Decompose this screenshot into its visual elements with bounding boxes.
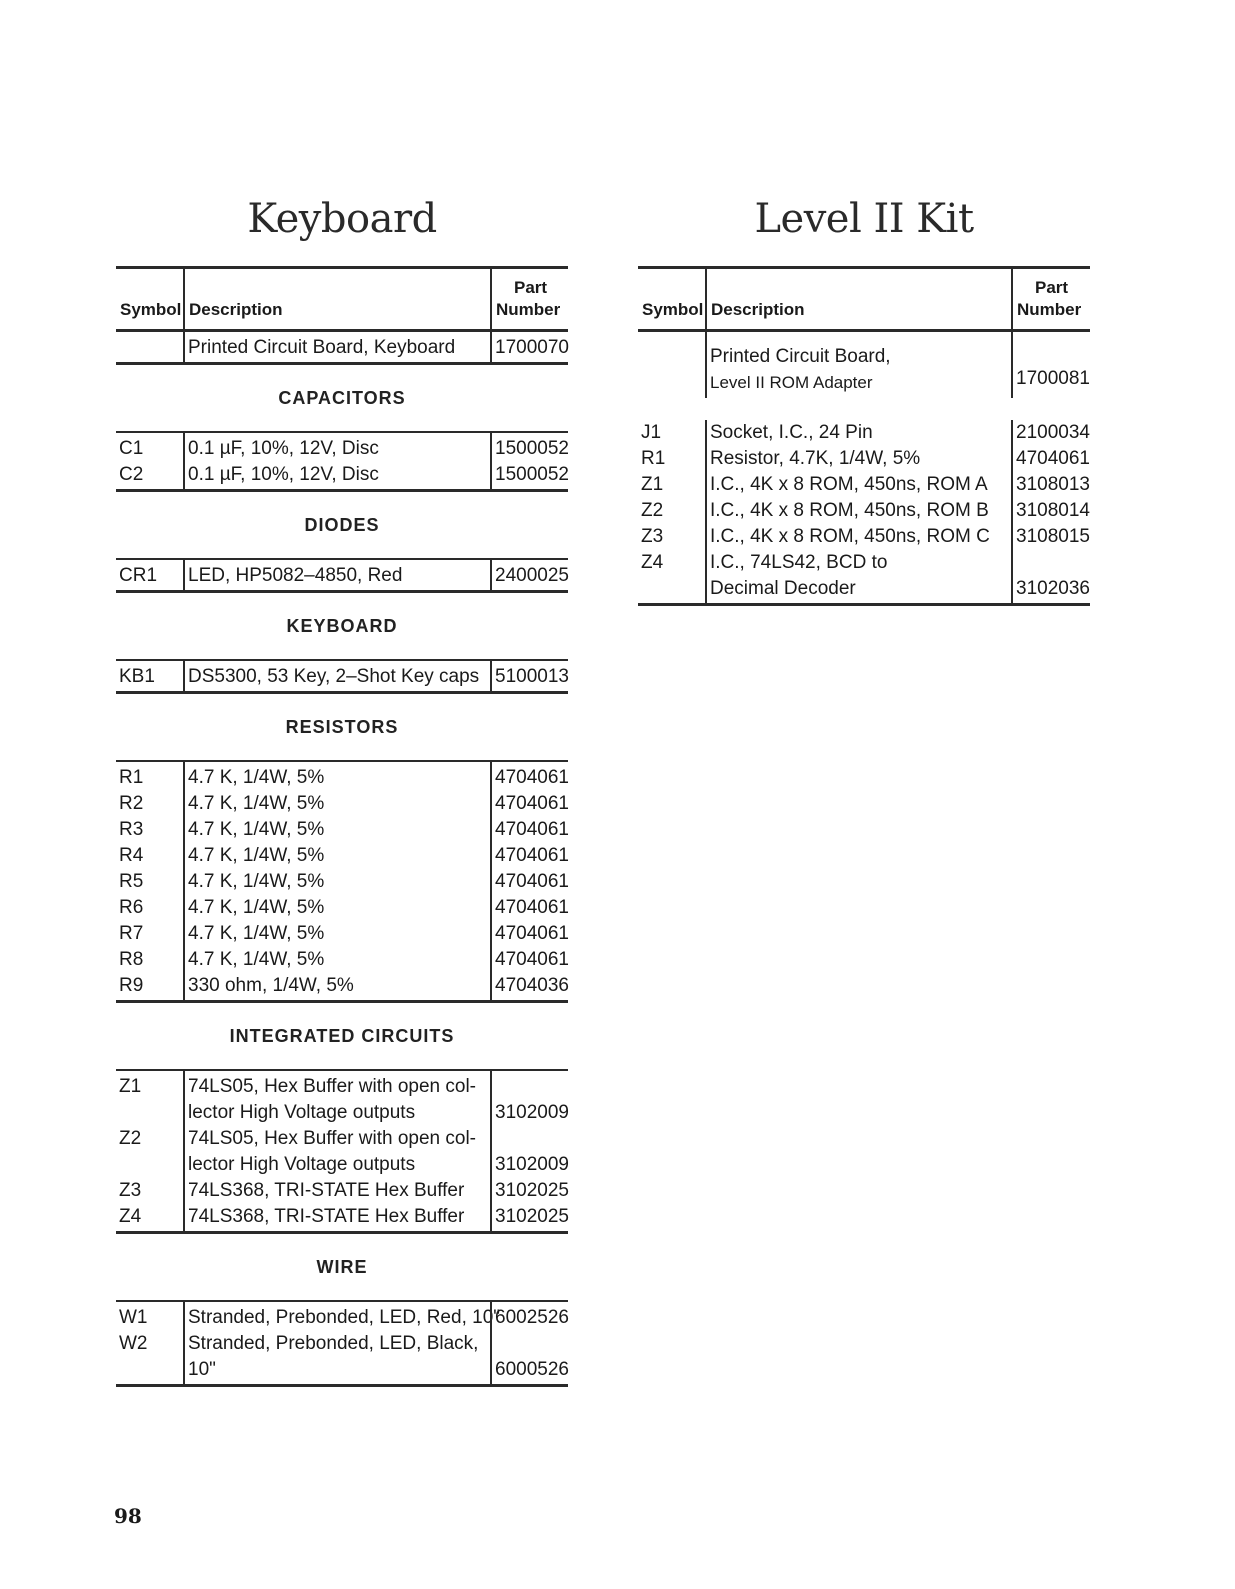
description-cell: Socket, I.C., 24 Pin [705, 420, 1011, 446]
part-number-header: Part Number [1011, 269, 1090, 329]
table-row [638, 550, 1090, 603]
level2-parts-list [638, 266, 1090, 606]
table-row [116, 462, 568, 489]
table-row [638, 446, 1090, 472]
table-row [116, 762, 568, 791]
table-row [116, 661, 568, 691]
symbol-cell [116, 332, 183, 362]
part-number-cell: 2400025 [490, 560, 568, 590]
page-number: 98 [114, 1504, 142, 1528]
description-cell: Printed Circuit Board, Keyboard [183, 332, 490, 362]
table-row [116, 973, 568, 1000]
description-cell: 4.7 K, 1/4W, 5% [183, 843, 490, 869]
table-row [116, 895, 568, 921]
symbol-cell: R5 [119, 871, 144, 892]
table-row [116, 1071, 568, 1126]
table-row [116, 1126, 568, 1178]
part-number-cell: 5100013 [490, 661, 568, 691]
section-heading: WIRE [316, 1257, 368, 1277]
symbol-cell: Z4 [119, 1206, 142, 1227]
description-cell: 74LS368, TRI-STATE Hex Buffer [183, 1178, 490, 1204]
description-header: Description [705, 269, 1011, 329]
description-cell: Stranded, Prebonded, LED, Black, 10" [183, 1331, 490, 1384]
description-cell: 4.7 K, 1/4W, 5% [183, 921, 490, 947]
part-number-cell: 1500052 [490, 433, 568, 462]
section-table [116, 1300, 568, 1387]
part-number-cell: 6000526 [490, 1331, 568, 1384]
part-number-cell: 3102009 [490, 1126, 568, 1178]
part-number-cell: 4704061 [490, 817, 568, 843]
part-number-cell: 4704061 [490, 843, 568, 869]
part-number-cell: 3108015 [1011, 524, 1090, 550]
symbol-header: Symbol [120, 300, 182, 319]
table-row [116, 791, 568, 817]
description-cell: 74LS05, Hex Buffer with open col- lector High Voltage outputs [183, 1071, 490, 1126]
part-number-cell: 4704061 [490, 921, 568, 947]
table-row [638, 472, 1090, 498]
level2-table [638, 332, 1090, 606]
description-cell: 0.1 µF, 10%, 12V, Disc [183, 433, 490, 462]
description-cell: Stranded, Prebonded, LED, Red, 10" [183, 1302, 490, 1331]
symbol-cell: R6 [119, 897, 144, 918]
description-cell: DS5300, 53 Key, 2–Shot Key caps [183, 661, 490, 691]
table-row [116, 332, 568, 362]
section-heading: INTEGRATED CIRCUITS [229, 1026, 455, 1046]
keyboard-table-header [116, 266, 568, 332]
part-number-cell: 3102036 [1011, 550, 1090, 603]
section-table [116, 1069, 568, 1234]
table-row [116, 560, 568, 590]
description-cell: 74LS05, Hex Buffer with open col- lector High Voltage outputs [183, 1126, 490, 1178]
symbol-cell: R4 [119, 845, 144, 866]
description-cell: I.C., 4K x 8 ROM, 450ns, ROM A [705, 472, 1011, 498]
keyboard-parts-list [116, 266, 568, 1387]
table-row [116, 947, 568, 973]
description-cell: 4.7 K, 1/4W, 5% [183, 869, 490, 895]
symbol-cell: W1 [119, 1307, 148, 1328]
section-heading: CAPACITORS [278, 388, 406, 408]
symbol-cell: R1 [119, 767, 144, 788]
part-number-cell: 3108013 [1011, 472, 1090, 498]
table-row [116, 843, 568, 869]
symbol-cell: R1 [641, 448, 666, 469]
part-number-cell: 1700081 [1011, 332, 1090, 398]
symbol-cell: Z1 [641, 474, 664, 495]
pcb-table [116, 332, 568, 365]
symbol-cell: Z2 [641, 500, 664, 521]
section-table [116, 431, 568, 492]
table-row [638, 498, 1090, 524]
description-cell: 330 ohm, 1/4W, 5% [183, 973, 490, 1000]
part-number-cell: 1700070 [490, 332, 568, 362]
part-number-cell: 4704036 [490, 973, 568, 1000]
description-cell: 74LS368, TRI-STATE Hex Buffer [183, 1204, 490, 1231]
part-number-cell: 3108014 [1011, 498, 1090, 524]
part-number-cell: 1500052 [490, 462, 568, 489]
section-heading: RESISTORS [285, 717, 399, 737]
description-cell: I.C., 4K x 8 ROM, 450ns, ROM B [705, 498, 1011, 524]
symbol-cell: Z3 [119, 1180, 142, 1201]
part-number-cell: 2100034 [1011, 420, 1090, 446]
description-cell: 4.7 K, 1/4W, 5% [183, 817, 490, 843]
part-number-cell: 4704061 [490, 791, 568, 817]
symbol-cell: R8 [119, 949, 144, 970]
part-number-cell: 4704061 [490, 895, 568, 921]
level2-kit-title: Level II Kit [754, 196, 974, 242]
symbol-cell [638, 332, 705, 398]
section-table [116, 558, 568, 593]
symbol-cell: R3 [119, 819, 144, 840]
part-number-cell: 6002526 [490, 1302, 568, 1331]
description-cell: 4.7 K, 1/4W, 5% [183, 791, 490, 817]
description-cell: Resistor, 4.7K, 1/4W, 5% [705, 446, 1011, 472]
symbol-cell: Z4 [641, 552, 664, 573]
description-cell: 4.7 K, 1/4W, 5% [183, 947, 490, 973]
symbol-cell: Z1 [119, 1076, 142, 1097]
part-number-cell: 4704061 [1011, 446, 1090, 472]
symbol-cell: R2 [119, 793, 144, 814]
section-heading: DIODES [304, 515, 380, 535]
symbol-cell: Z2 [119, 1128, 142, 1149]
keyboard-title: Keyboard [247, 196, 437, 242]
table-row [116, 1302, 568, 1331]
symbol-cell: CR1 [119, 565, 158, 586]
section-table [116, 659, 568, 694]
table-row [116, 1331, 568, 1384]
table-row [638, 332, 1090, 398]
symbol-cell: C1 [119, 438, 144, 459]
part-number-cell: 3102025 [490, 1204, 568, 1231]
symbol-cell: W2 [119, 1333, 148, 1354]
symbol-cell: J1 [641, 422, 662, 443]
part-number-cell: 4704061 [490, 947, 568, 973]
table-row [116, 869, 568, 895]
level2-table-header [638, 266, 1090, 332]
table-row [638, 524, 1090, 550]
symbol-cell: R7 [119, 923, 144, 944]
symbol-header: Symbol [642, 300, 704, 319]
symbol-cell: KB1 [119, 666, 155, 687]
description-cell: 0.1 µF, 10%, 12V, Disc [183, 462, 490, 489]
description-cell: 4.7 K, 1/4W, 5% [183, 895, 490, 921]
description-cell: I.C., 4K x 8 ROM, 450ns, ROM C [705, 524, 1011, 550]
table-row [116, 817, 568, 843]
section-table [116, 760, 568, 1003]
table-row [116, 921, 568, 947]
description-header: Description [183, 269, 490, 329]
description-cell: 4.7 K, 1/4W, 5% [183, 762, 490, 791]
symbol-cell: Z3 [641, 526, 664, 547]
table-row [638, 398, 1090, 446]
part-number-cell: 3102025 [490, 1178, 568, 1204]
symbol-cell: C2 [119, 464, 144, 485]
part-number-cell: 4704061 [490, 762, 568, 791]
section-heading: KEYBOARD [286, 616, 398, 636]
description-cell: I.C., 74LS42, BCD to Decimal Decoder [705, 550, 963, 603]
symbol-cell: R9 [119, 975, 144, 996]
table-row [116, 1178, 568, 1204]
table-row [116, 1204, 568, 1231]
part-number-cell: 4704061 [490, 869, 568, 895]
description-cell: LED, HP5082–4850, Red [183, 560, 490, 590]
keyboard-sections [116, 365, 568, 1387]
table-row [116, 433, 568, 462]
part-number-cell: 3102009 [490, 1071, 568, 1126]
part-number-header: Part Number [490, 269, 568, 329]
description-cell: Printed Circuit Board, Level II ROM Adapter [705, 332, 1011, 398]
